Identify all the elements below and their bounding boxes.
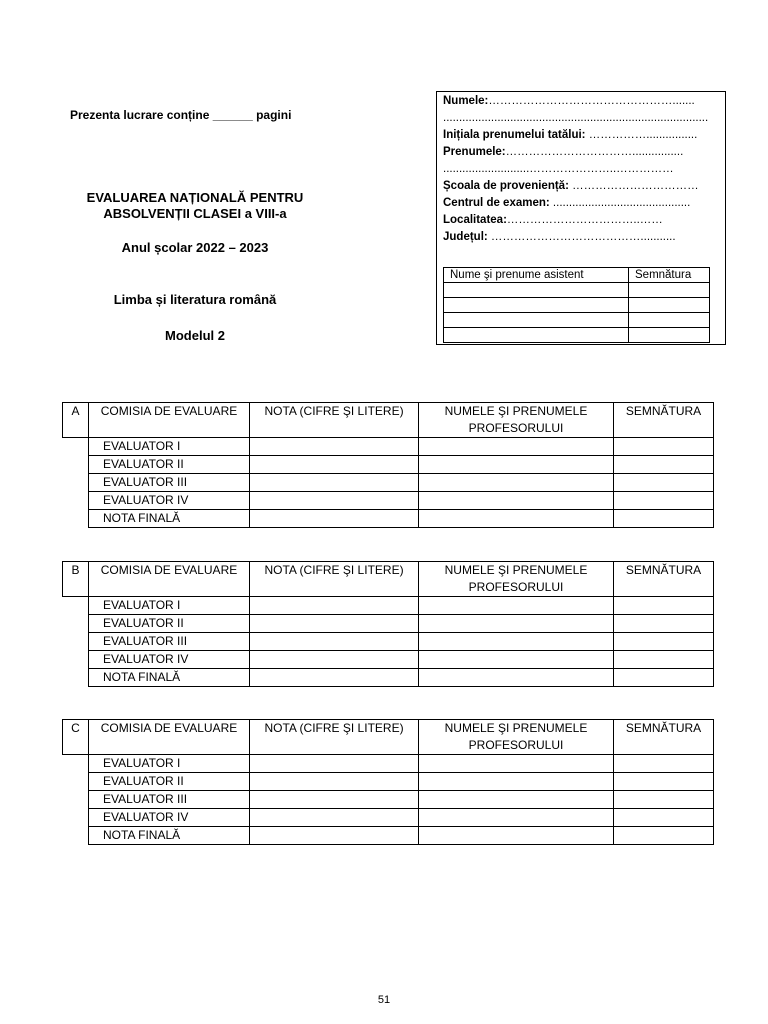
evaluator-label: EVALUATOR II [89, 456, 250, 474]
header-teacher-name: NUMELE ŞI PRENUMELE PROFESORULUI [419, 403, 614, 438]
grade-cell[interactable] [250, 809, 419, 827]
grade-cell[interactable] [250, 438, 419, 456]
evaluator-row [63, 809, 714, 827]
assistant-name-cell[interactable] [444, 313, 629, 328]
final-grade-row [63, 669, 714, 687]
evaluator-label: EVALUATOR I [89, 755, 250, 773]
header-commission: COMISIA DE EVALUARE [89, 720, 250, 755]
assistant-signature-cell[interactable] [629, 298, 710, 313]
header-signature: SEMNĂTURA [614, 720, 714, 755]
evaluator-row [63, 651, 714, 669]
signature-cell[interactable] [614, 615, 714, 633]
candidate-identification-box [436, 91, 726, 345]
signature-cell[interactable] [614, 474, 714, 492]
field-last-name[interactable] [443, 93, 719, 110]
school-year: Anul școlar 2022 – 2023 [121, 240, 269, 255]
evaluator-label: EVALUATOR I [89, 438, 250, 456]
evaluator-label: EVALUATOR II [89, 615, 250, 633]
field-label: Județul: [443, 231, 488, 243]
field-school[interactable] [443, 178, 719, 195]
assistant-signature-header: Semnătura [629, 268, 710, 283]
signature-cell[interactable] [614, 791, 714, 809]
evaluator-row [63, 615, 714, 633]
evaluator-row [63, 755, 714, 773]
evaluator-row [63, 474, 714, 492]
signature-cell[interactable] [614, 827, 714, 845]
signature-cell[interactable] [614, 492, 714, 510]
final-grade-label: NOTA FINALĂ [89, 510, 250, 528]
field-dots: ........................................... [549, 197, 691, 209]
final-grade-row [63, 510, 714, 528]
signature-cell[interactable] [614, 438, 714, 456]
evaluator-row [63, 492, 714, 510]
signature-cell[interactable] [614, 597, 714, 615]
exam-title [50, 190, 340, 222]
header-commission: COMISIA DE EVALUARE [89, 562, 250, 597]
exam-title-line-1: EVALUAREA NAȚIONALĂ PENTRU [86, 190, 304, 205]
pages-count-line: Prezenta lucrare conține ______ pagini [70, 108, 292, 122]
field-locality[interactable] [443, 212, 719, 229]
grade-cell[interactable] [250, 773, 419, 791]
evaluator-label: EVALUATOR IV [89, 809, 250, 827]
grade-cell[interactable] [250, 492, 419, 510]
assistant-name-cell[interactable] [444, 328, 629, 343]
teacher-name-cell[interactable] [419, 438, 614, 456]
header-grade: NOTA (CIFRE ŞI LITERE) [250, 403, 419, 438]
header-grade: NOTA (CIFRE ŞI LITERE) [250, 720, 419, 755]
teacher-name-cell[interactable] [419, 510, 614, 528]
field-dots: …………………………………………....... [488, 95, 695, 107]
signature-cell[interactable] [614, 755, 714, 773]
signature-cell[interactable] [614, 633, 714, 651]
header-signature: SEMNĂTURA [614, 403, 714, 438]
signature-cell[interactable] [614, 456, 714, 474]
table-letter: A [63, 403, 89, 438]
evaluation-header-row [63, 720, 714, 755]
grade-cell[interactable] [250, 474, 419, 492]
exam-title-line-2: ABSOLVENȚII CLASEI a VIII-a [103, 206, 287, 221]
teacher-name-cell[interactable] [419, 791, 614, 809]
assistants-table [443, 267, 710, 343]
header-grade: NOTA (CIFRE ŞI LITERE) [250, 562, 419, 597]
evaluation-header-row [63, 403, 714, 438]
field-dots: ................................................................................... [443, 112, 709, 124]
field-label: Prenumele: [443, 146, 506, 158]
evaluator-row [63, 438, 714, 456]
evaluation-table-c [62, 719, 714, 845]
assistant-signature-cell[interactable] [629, 328, 710, 343]
field-first-name[interactable] [443, 144, 719, 161]
field-first-name-cont[interactable] [443, 161, 719, 178]
signature-cell[interactable] [614, 669, 714, 687]
field-dots: …………………………… [568, 180, 699, 192]
assistant-signature-cell[interactable] [629, 283, 710, 298]
grade-cell[interactable] [250, 651, 419, 669]
subject-name: Limba și literatura română [113, 292, 277, 307]
grade-cell[interactable] [250, 456, 419, 474]
field-label: Școala de proveniență: [443, 180, 569, 192]
evaluator-label: EVALUATOR II [89, 773, 250, 791]
grade-cell[interactable] [250, 615, 419, 633]
field-label: Localitatea: [443, 214, 507, 226]
teacher-name-cell[interactable] [419, 809, 614, 827]
field-last-name-cont[interactable] [443, 110, 719, 127]
field-label: Centrul de examen: [443, 197, 550, 209]
evaluation-table-a [62, 402, 714, 528]
evaluator-label: EVALUATOR IV [89, 651, 250, 669]
teacher-name-cell[interactable] [419, 597, 614, 615]
teacher-name-cell[interactable] [419, 633, 614, 651]
teacher-name-cell[interactable] [419, 651, 614, 669]
model-label: Modelul 2 [165, 328, 225, 343]
evaluator-label: EVALUATOR III [89, 633, 250, 651]
assistant-name-header: Nume şi prenume asistent [444, 268, 629, 283]
final-grade-row [63, 827, 714, 845]
signature-cell[interactable] [614, 510, 714, 528]
grade-cell[interactable] [250, 669, 419, 687]
teacher-name-cell[interactable] [419, 773, 614, 791]
header-signature: SEMNĂTURA [614, 562, 714, 597]
evaluator-label: EVALUATOR I [89, 597, 250, 615]
grade-cell[interactable] [250, 633, 419, 651]
teacher-name-cell[interactable] [419, 615, 614, 633]
evaluator-row [63, 791, 714, 809]
assistant-name-cell[interactable] [444, 283, 629, 298]
final-grade-label: NOTA FINALĂ [89, 669, 250, 687]
teacher-name-cell[interactable] [419, 755, 614, 773]
grade-cell[interactable] [250, 510, 419, 528]
table-letter: C [63, 720, 89, 755]
teacher-name-cell[interactable] [419, 492, 614, 510]
header-teacher-name: NUMELE ŞI PRENUMELE PROFESORULUI [419, 562, 614, 597]
grade-cell[interactable] [250, 755, 419, 773]
evaluation-table-b [62, 561, 714, 687]
teacher-name-cell[interactable] [419, 456, 614, 474]
field-label: Numele: [443, 95, 489, 107]
field-county[interactable] [443, 229, 719, 246]
assistant-row [444, 283, 710, 298]
assistants-header-row [444, 268, 710, 283]
grade-cell[interactable] [250, 597, 419, 615]
assistant-signature-cell[interactable] [629, 313, 710, 328]
evaluator-row [63, 773, 714, 791]
assistant-row [444, 298, 710, 313]
field-label: Inițiala prenumelui tatălui: [443, 129, 586, 141]
field-father-initial[interactable] [443, 127, 719, 144]
page-number: 51 [377, 994, 391, 1006]
grade-cell[interactable] [250, 827, 419, 845]
assistant-row [444, 313, 710, 328]
teacher-name-cell[interactable] [419, 474, 614, 492]
field-dots: ……………………………................ [505, 146, 684, 158]
field-dots: ……………................ [585, 129, 698, 141]
assistant-row [444, 328, 710, 343]
evaluator-row [63, 633, 714, 651]
header-teacher-name: NUMELE ŞI PRENUMELE PROFESORULUI [419, 720, 614, 755]
signature-cell[interactable] [614, 809, 714, 827]
evaluator-label: EVALUATOR III [89, 474, 250, 492]
teacher-name-cell[interactable] [419, 669, 614, 687]
evaluator-label: EVALUATOR III [89, 791, 250, 809]
signature-cell[interactable] [614, 773, 714, 791]
evaluator-label: EVALUATOR IV [89, 492, 250, 510]
field-dots: …………………………………........... [487, 231, 676, 243]
final-grade-label: NOTA FINALĂ [89, 827, 250, 845]
field-dots: ……………………………..…… [506, 214, 663, 226]
teacher-name-cell[interactable] [419, 827, 614, 845]
assistant-name-cell[interactable] [444, 298, 629, 313]
field-dots: ...........................…………………..…………… [443, 163, 674, 175]
header-commission: COMISIA DE EVALUARE [89, 403, 250, 438]
signature-cell[interactable] [614, 651, 714, 669]
table-letter: B [63, 562, 89, 597]
evaluator-row [63, 597, 714, 615]
field-exam-center[interactable] [443, 195, 719, 212]
grade-cell[interactable] [250, 791, 419, 809]
evaluator-row [63, 456, 714, 474]
evaluation-header-row [63, 562, 714, 597]
